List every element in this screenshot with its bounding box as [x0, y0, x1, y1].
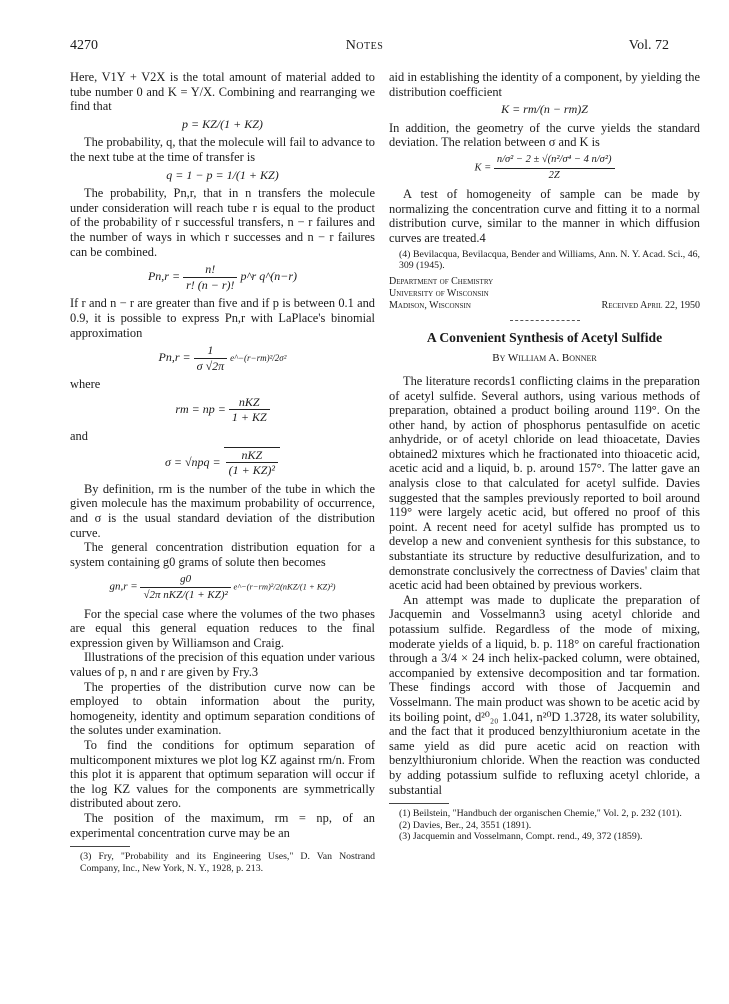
paragraph: The probability, Pn,r, that in n transfers the molecule under consideration will reach tube r is equal to the product of the probability of r successful transfers, n − r failures and the number of ways in which r successes and n − r failures can be combined.: [70, 186, 375, 259]
affiliation: Department of Chemistry University of Wisconsin Madison, Wisconsin Received April 22, 1950: [389, 275, 700, 311]
paragraph: A test of homogeneity of sample can be made by normalizing the concentration curve and fitting it to a normal distribution curve, similar to the manner in which diffusion curves are treated.4: [389, 187, 700, 245]
footnote-rule: [389, 803, 449, 804]
volume-number: Vol. 72: [628, 38, 669, 53]
author-byline: By William A. Bonner: [492, 352, 597, 365]
paragraph: The properties of the distribution curve now can be employed to obtain information about the purity, homogeneity, identity and optimum separation conditions of the solutes under examination.: [70, 679, 375, 738]
footnote-rule: [70, 846, 130, 847]
paragraph: aid in establishing the identity of a component, by yielding the distribution coefficient: [389, 70, 700, 99]
paragraph: and: [70, 429, 88, 444]
equation: gn,r = $\frac{g0}{\text{√2π nKZ/(1 + KZ)²}}$ e^−(r−rm)²/2(nKZ/(1 + KZ)²): [109, 573, 336, 601]
paragraph: To find the conditions for optimum separation of multicomponent mixtures we plot log KZ against rm/n. From this plot it is apparent that optimum separation will occur if the log KZ values for the components are symmetrically distributed about zero.: [70, 737, 375, 811]
article-title: A Convenient Synthesis of Acetyl Sulfide: [426, 329, 663, 345]
equation: Pn,r = $\frac{n!}{r! (n - r)!}$ p^r q^(n−r): [147, 262, 298, 292]
equation: K = $\frac{\text{n/σ² − 2 ± √(n²/σ⁴ − 4 n/σ²)}}{2Z}$: [389, 153, 700, 183]
received-date: Received April 22, 1950: [601, 299, 700, 311]
equation: K = rm/(n − rm)Z: [501, 102, 588, 117]
paragraph: Here, V1Y + V2X is the total amount of material added to tube number 0 and K = Y/X. Combining and rearranging we find that: [70, 70, 375, 114]
equation: σ = √npq = $\frac{\text{nKZ}}{\text{(1 + KZ)²}}$: [70, 447, 375, 478]
paragraph: An attempt was made to duplicate the preparation of Jacquemin and Vosselmann3 using acetyl chloride and potassium sulfide. Regardless of the mode of mixing, moderate yields of a liquid, b. p. 118° on careful fractionation through a 3/4 × 24 inch helix-packed column, were obtained, accompanied by extensive decomposition and tar formation. These findings accord with those of Jacquemin and Vosselmann. The main product was shown to be acetic acid by its boiling point, d²⁰₂₀ 1.041, n²⁰D 1.3728, its water solubility, and the fact that it produced benzylthiuronium acetate in the same yield as did pure acetic acid on reaction with benzylthiuronium chloride. When the reaction was conducted by adding potassium sulfide to refluxing acetyl chloride, a substantial: [389, 592, 700, 797]
section-title: Notes: [345, 38, 384, 53]
paragraph: The probability, q, that the molecule will fail to advance to the next tube at the time of transfer is: [70, 135, 375, 164]
equation: Pn,r = $\frac{1}{\sigma √2\pi}$ e^−(r−rm)²/2σ²: [158, 343, 287, 373]
paragraph: The general concentration distribution equation for a system containing g0 grams of solute then becomes: [70, 540, 375, 569]
page-number: 4270: [70, 38, 98, 53]
paragraph: The position of the maximum, rm = np, of an experimental concentration curve may be an: [70, 810, 375, 840]
paragraph: In addition, the geometry of the curve yields the standard deviation. The relation between σ and K is: [389, 120, 700, 150]
footnote: (4) Bevilacqua, Bevilacqua, Bender and Williams, Ann. N. Y. Acad. Sci., 46, 309 (1945).: [399, 248, 700, 272]
footnote: (3) Jacquemin and Vosselmann, Compt. rend., 49, 372 (1859).: [399, 831, 643, 843]
equation: p = KZ/(1 + KZ): [182, 116, 263, 131]
paragraph: By definition, rm is the number of the tube in which the given molecule has the maximum probability of occurrence, and σ is the usual standard deviation of the distribution curve.: [70, 481, 375, 540]
left-column: [70, 70, 375, 874]
equation: q = 1 − p = 1/(1 + KZ): [166, 167, 279, 182]
footnote: (1) Beilstein, "Handbuch der organischen Chemie," Vol. 2, p. 232 (101).: [399, 808, 682, 820]
equation: rm = np = $\frac{\text{nKZ}}{1 + KZ}$: [70, 395, 375, 425]
footnote: (2) Davies, Ber., 24, 3551 (1891).: [399, 819, 532, 831]
paragraph: Illustrations of the precision of this equation under various values of p, n and r are given by Fry.3: [70, 650, 375, 679]
article-divider: [510, 320, 580, 321]
paragraph: For the special case where the volumes of the two phases are equal this general equation reduces to the final expression given by Williamson and Craig.: [70, 606, 375, 650]
running-header: [60, 38, 669, 58]
footnote: (3) Fry, "Probability and its Engineering Uses," D. Van Nostrand Company, Inc., New York, N. Y., 1928, p. 213.: [80, 851, 375, 874]
right-column: [389, 70, 700, 843]
paragraph: The literature records1 conflicting claims in the preparation of acetyl sulfide. Several authors, using various methods of preparation, obtained a product boiling around 119°. On the other hand, by action of phosphorus pentasulfide on acetic anhydride, or of acetyl chloride on lead thioacetate, Davies obtained2 mixtures which he fractionated into thioacetic acid, acetic acid and a liquid, b. p. around 157°. The latter gave an analysis close to that calculated for acetyl sulfide. Davies suggested that the samples previously reported to boil around 119° were largely acetic acid, but offered no proof of this point. A recent need for acetyl sulfide has prompted us to develop a new and convenient synthesis for this substance, to substantiate its structure by reductive desulfurization, and to demonstrate conclusively the correctness of Davies' claim that acetic acid had been obtained by previous workers.: [389, 373, 700, 593]
paragraph: If r and n − r are greater than five and if p is between 0.1 and 0.9, it is possible to express Pn,r with LaPlace's binomial approximation: [70, 296, 375, 340]
paragraph: where: [70, 377, 101, 392]
